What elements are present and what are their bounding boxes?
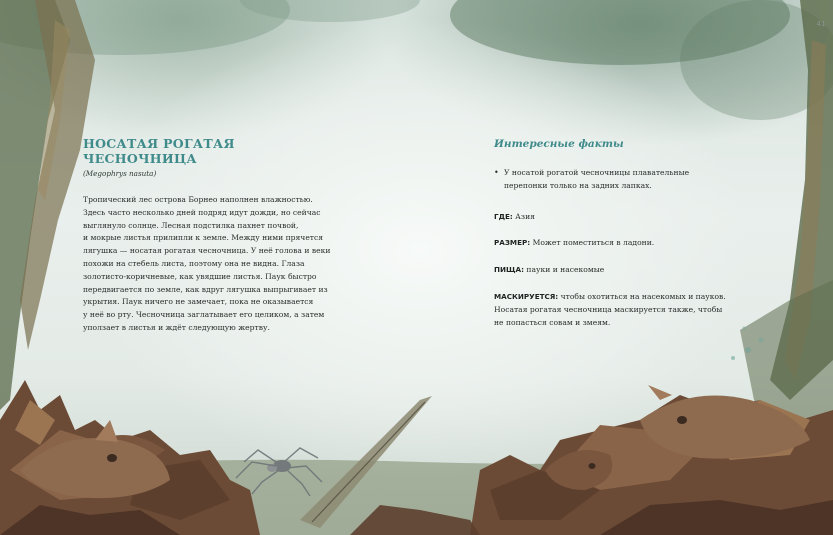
bullet-line: У носатой рогатой чесночницы плавательные — [504, 168, 690, 177]
fact-label: МАСКИРУЕТСЯ: — [494, 291, 559, 301]
fact-value: пауки и насекомые — [524, 265, 605, 275]
fact-bullet — [494, 167, 764, 193]
fact-extra-line: не попасться совам и змеям. — [494, 317, 611, 327]
page-number: 41 — [816, 20, 826, 28]
fact-label: ПИЩА: — [494, 265, 524, 275]
article-title: НОСАТАЯ РОГАТАЯ ЧЕСНОЧНИЦА — [83, 136, 235, 166]
fact-value: Азия — [512, 211, 535, 221]
fact-extra-line: Носатая рогатая чесночница маскируется также, чтобы — [494, 304, 723, 314]
fact-label: ГДЕ: — [494, 211, 513, 221]
fact-label: РАЗМЕР: — [494, 238, 531, 248]
article-body — [83, 194, 348, 335]
body-line: Тропический лес острова Борнео наполнен влажностью. — [83, 195, 313, 204]
body-line: выглянуло солнце. Лесная подстилка пахнет почвой, — [83, 220, 299, 230]
fact-size — [494, 234, 764, 250]
fact-camouflage — [494, 288, 764, 329]
main-article — [83, 136, 348, 335]
fact-where — [494, 208, 764, 224]
body-line: золотисто-коричневые, как увядшие листья. Паук быстро — [83, 271, 317, 281]
fact-food — [494, 261, 764, 277]
fact-value: Может поместиться в ладони. — [530, 238, 655, 248]
body-line: передвигается по земле, как вдруг лягушка выпрыгивает из — [83, 284, 328, 294]
body-line: у неё во рту. Чесночница заглатывает его целиком, а затем — [83, 310, 325, 320]
fact-value: чтобы охотиться на насекомых и пауков. — [558, 291, 726, 301]
body-line: лягушка — носатая рогатая чесночница. У неё голова и веки — [83, 246, 331, 256]
body-line: похожи на стебель листа, поэтому она не видна. Глаза — [83, 258, 305, 268]
body-line: и мокрые листья прилипли к земле. Между ними прячется — [83, 233, 324, 243]
bullet-line: перепонки только на задних лапках. — [504, 180, 652, 190]
facts-title: Интересные факты — [494, 138, 624, 150]
facts-panel — [494, 138, 764, 329]
body-line: уползает в листья и ждёт следующую жертву. — [83, 322, 270, 332]
bullet-icon: • — [494, 168, 499, 177]
body-line: укрытия. Паук ничего не замечает, пока не оказывается — [83, 297, 314, 307]
latin-name: (Megophrys nasuta) — [83, 169, 157, 178]
body-line: Здесь часто несколько дней подряд идут дожди, но сейчас — [83, 207, 321, 217]
